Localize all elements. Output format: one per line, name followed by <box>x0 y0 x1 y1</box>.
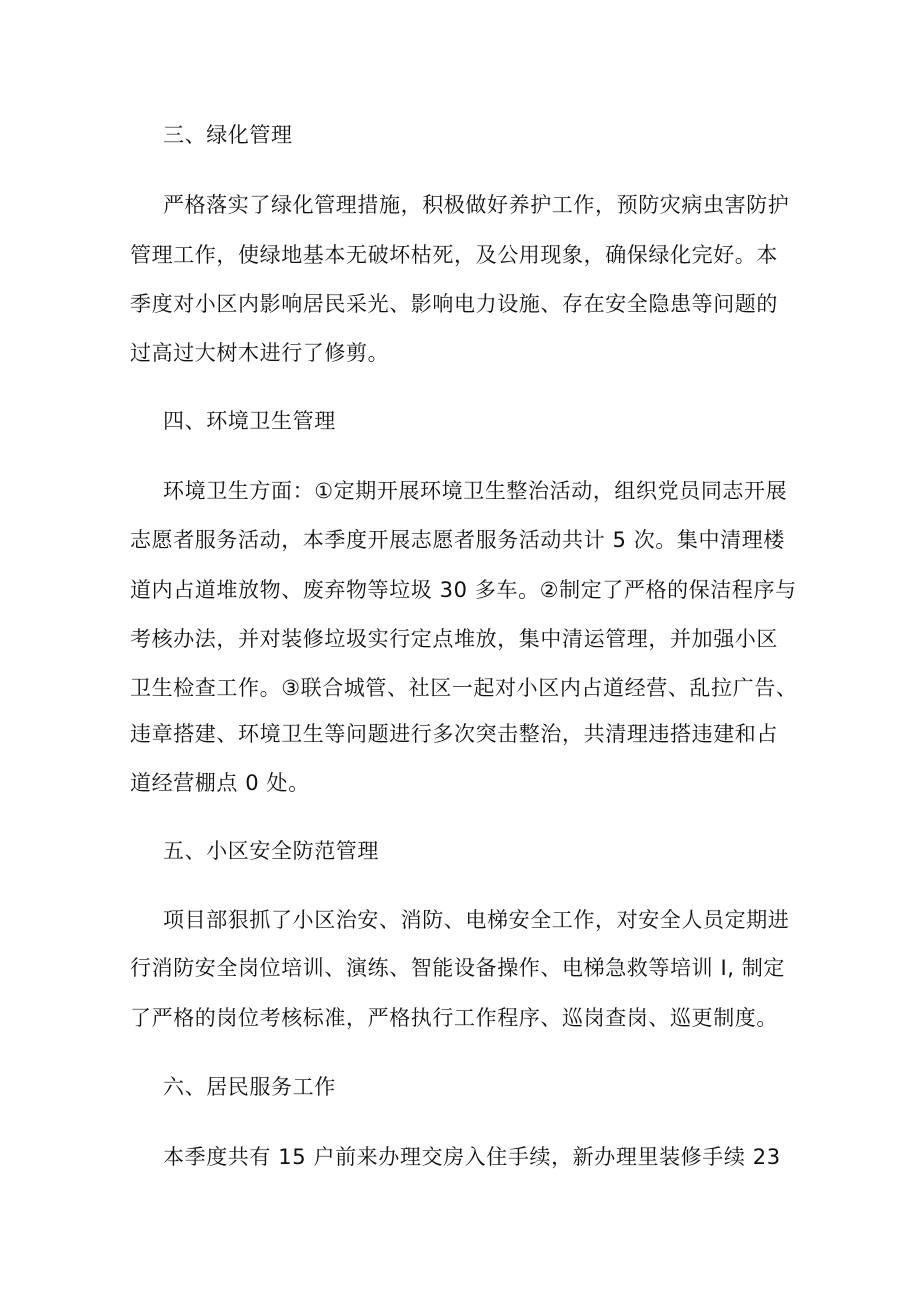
paragraph-line: 项目部狠抓了小区治安、消防、电梯安全工作，对安全人员定期进 <box>163 908 790 932</box>
section-heading-resident-services: 六、居民服务工作 <box>163 1075 336 1099</box>
paragraph-line: 道内占道堆放物、废弃物等垃圾 30 多车。②制定了严格的保洁程序与 <box>130 578 797 602</box>
paragraph-line: 道经营棚点 0 处。 <box>130 771 310 795</box>
paragraph-line: 志愿者服务活动，本季度开展志愿者服务活动共计 5 次。集中清理楼 <box>130 528 785 552</box>
paragraph-line: 严格落实了绿化管理措施，积极做好养护工作，预防灾病虫害防护 <box>163 193 790 217</box>
section-heading-greening: 三、绿化管理 <box>163 123 293 147</box>
section-heading-security: 五、小区安全防范管理 <box>163 839 379 863</box>
section-heading-sanitation: 四、环境卫生管理 <box>163 409 336 433</box>
paragraph-line: 行消防安全岗位培训、演练、智能设备操作、电梯急救等培训 I, 制定 <box>130 956 786 980</box>
paragraph-line: 环境卫生方面：①定期开展环境卫生整治活动，组织党员同志开展 <box>163 479 788 503</box>
paragraph-line: 了严格的岗位考核标准，严格执行工作程序、巡岗查岗、巡更制度。 <box>130 1006 778 1030</box>
paragraph-line: 管理工作，使绿地基本无破坏枯死，及公用现象，确保绿化完好。本 <box>130 243 778 267</box>
paragraph-line: 本季度共有 15 户前来办理交房入住手续，新办理里装修手续 23 <box>163 1145 781 1169</box>
paragraph-line: 违章搭建、环境卫生等问题进行多次突击整治，共清理违搭违建和占 <box>130 722 778 746</box>
paragraph-line: 考核办法，并对装修垃圾实行定点堆放，集中清运管理，并加强小区 <box>130 627 778 651</box>
paragraph-line: 过高过大树木进行了修剪。 <box>130 341 390 365</box>
paragraph-line: 季度对小区内影响居民采光、影响电力设施、存在安全隐患等问题的 <box>130 292 778 316</box>
paragraph-line: 卫生检查工作。③联合城管、社区一起对小区内占道经营、乱拉广告、 <box>130 676 798 700</box>
